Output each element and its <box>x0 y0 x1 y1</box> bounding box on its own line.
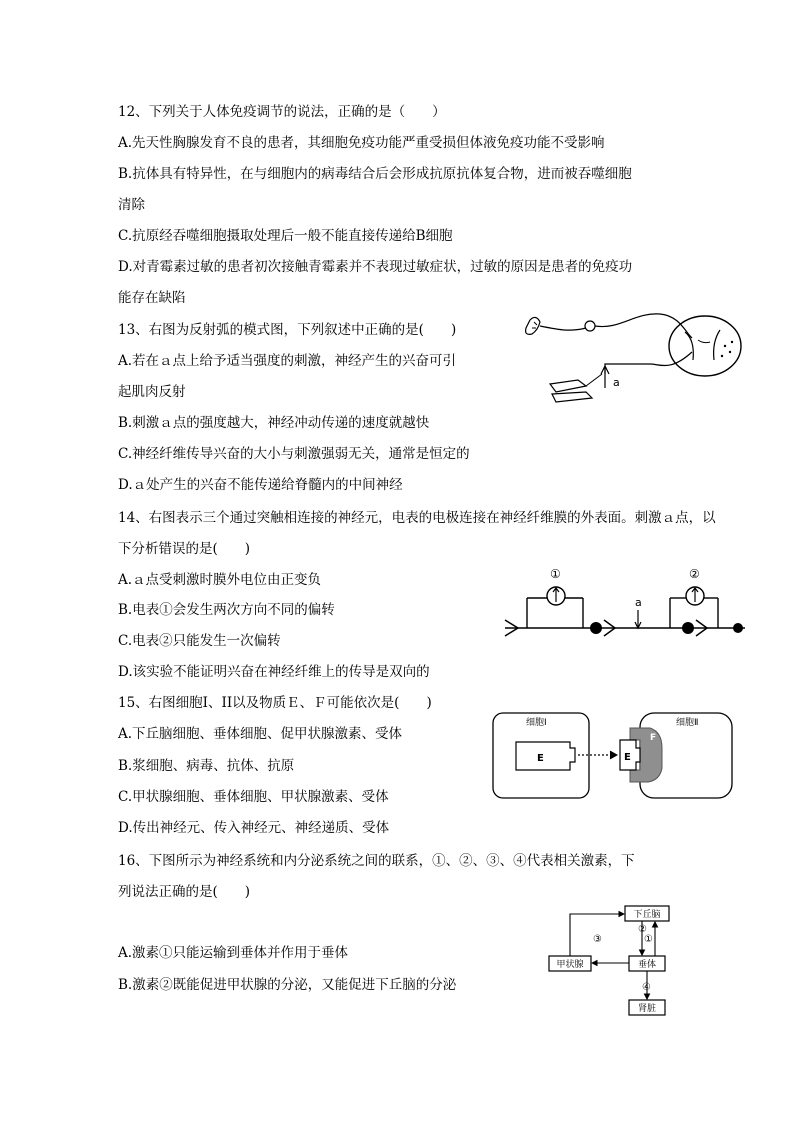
endocrine-flow-figure <box>545 902 685 1020</box>
thyroid-box: 甲状腺 <box>556 960 584 970</box>
q15-option-c: C.甲状腺细胞、垂体细胞、甲状腺激素、受体 <box>118 789 389 805</box>
q16-option-b: B.激素②既能促进甲状腺的分泌，又能促进下丘脑的分泌 <box>118 977 457 993</box>
q14-option-d: D.该实验不能证明兴奋在神经纤维上的传导是双向的 <box>118 664 430 680</box>
q12-option-d: D.对青霉素过敏的患者初次接触青霉素并不表现过敏症状，过敏的原因是患者的免疫功 <box>118 259 633 275</box>
q14-option-b: B.电表①会发生两次方向不同的偏转 <box>118 602 335 618</box>
hormone-1-label: ① <box>644 934 653 945</box>
q16-stem-cont: 列说法正确的是( ) <box>118 884 251 900</box>
q16-stem: 16、下图所示为神经系统和内分泌系统之间的联系，①、②、③、④代表相关激素，下 <box>118 853 635 869</box>
q14-stem: 14、右图表示三个通过突触相连接的神经元，电表的电极连接在神经纤维膜的外表面。刺激ａ点，以 <box>118 510 716 526</box>
q15-option-b: B.浆细胞、病毒、抗体、抗原 <box>118 758 295 774</box>
hypothalamus-box: 下丘脑 <box>633 910 661 920</box>
q12-option-c: C.抗原经吞噬细胞摄取处理后一般不能直接传递给B细胞 <box>118 228 453 244</box>
q13-option-a-cont: 起肌肉反射 <box>118 384 186 400</box>
q12-option-d-cont: 能存在缺陷 <box>118 290 186 306</box>
hormone-3-label: ③ <box>593 934 602 945</box>
meter-2-label: ② <box>689 567 700 581</box>
stimulus-point-a-label: a <box>635 596 642 609</box>
cell-1-label: 细胞Ⅰ <box>526 718 547 728</box>
pituitary-box: 垂体 <box>637 960 657 970</box>
cell-2-label: 细胞Ⅱ <box>676 718 699 728</box>
q12-option-a: A.先天性胸腺发育不良的患者，其细胞免疫功能严重受损但体液免疫功能不受影响 <box>118 135 605 151</box>
q13-option-b: B.刺激ａ点的强度越大，神经冲动传递的速度就越快 <box>118 415 430 431</box>
q13-stem: 13、右图为反射弧的模式图，下列叙述中正确的是( ) <box>118 322 457 338</box>
cell-1-substance-e: E <box>537 753 544 764</box>
hormone-4-label: ④ <box>642 982 651 993</box>
q14-stem-cont: 下分析错误的是( ) <box>118 541 251 557</box>
q13-option-d: D.ａ处产生的兴奋不能传递给脊髓内的中间神经 <box>118 477 403 493</box>
q14-option-a: A.ａ点受刺激时膜外电位由正变负 <box>118 572 322 588</box>
reflex-point-a-label: a <box>613 376 620 389</box>
q12-stem: 12、下列关于人体免疫调节的说法，正确的是（ ） <box>118 104 446 120</box>
q15-stem: 15、右图细胞Ⅰ、II以及物质Ｅ、Ｆ可能依次是( ) <box>118 695 432 711</box>
q15-option-d: D.传出神经元、传入神经元、神经递质、受体 <box>118 820 390 836</box>
neuron-meter-figure <box>500 562 750 644</box>
q12-option-b: B.抗体具有特异性，在与细胞内的病毒结合后会形成抗原抗体复合物，进而被吞噬细胞 <box>118 166 632 182</box>
cell-signal-figure <box>490 710 735 802</box>
q12-option-b-cont: 清除 <box>118 197 145 213</box>
reflex-arc-figure <box>510 302 755 414</box>
kidney-box: 肾脏 <box>637 1004 657 1014</box>
q14-option-c: C.电表②只能发生一次偏转 <box>118 633 281 649</box>
cell-2-substance-e: E <box>624 752 631 763</box>
q13-option-c: C.神经纤维传导兴奋的大小与刺激强弱无关，通常是恒定的 <box>118 446 470 462</box>
meter-1-label: ① <box>550 567 561 581</box>
hormone-2-label: ② <box>638 924 647 935</box>
receptor-f-label: F <box>650 733 657 743</box>
q15-option-a: A.下丘脑细胞、垂体细胞、促甲状腺激素、受体 <box>118 726 403 742</box>
q16-option-a: A.激素①只能运输到垂体并作用于垂体 <box>118 945 349 961</box>
q13-option-a: A.若在ａ点上给予适当强度的刺激，神经产生的兴奋可引 <box>118 353 457 369</box>
